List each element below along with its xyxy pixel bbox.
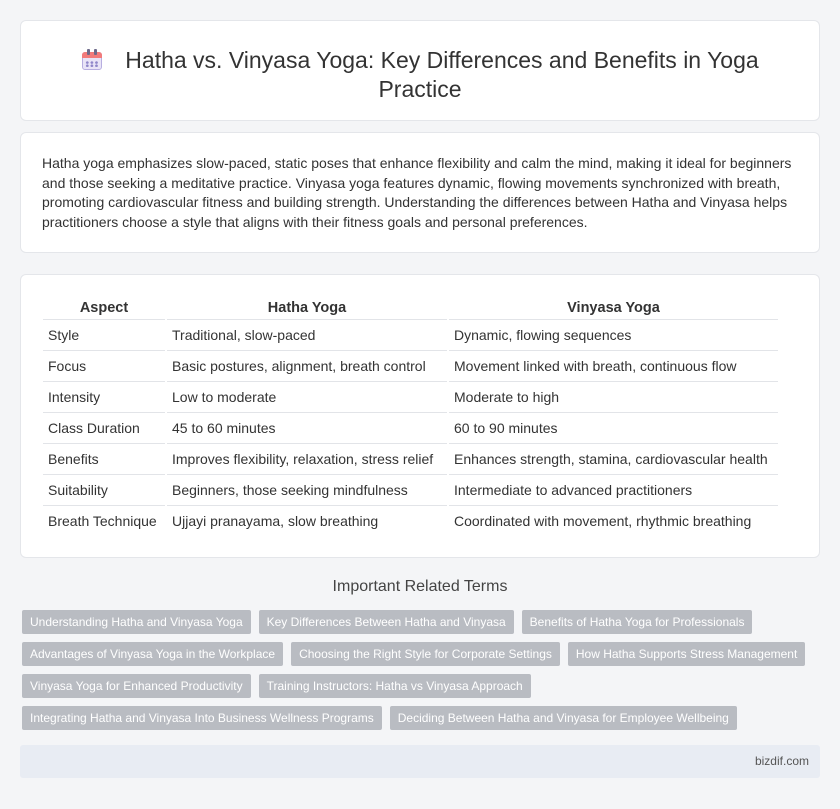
cell-hatha: Beginners, those seeking mindfulness bbox=[166, 474, 448, 505]
page-title bbox=[61, 46, 779, 104]
cell-hatha: 45 to 60 minutes bbox=[166, 412, 448, 443]
header-hatha: Hatha Yoga bbox=[166, 297, 448, 319]
cell-aspect: Breath Technique bbox=[43, 505, 166, 536]
related-tag[interactable]: Understanding Hatha and Vinyasa Yoga bbox=[22, 610, 251, 634]
footer bbox=[20, 745, 820, 778]
tag-row bbox=[22, 610, 822, 634]
related-tag[interactable]: Key Differences Between Hatha and Vinyasa bbox=[259, 610, 514, 634]
cell-aspect: Intensity bbox=[43, 381, 166, 412]
cell-hatha: Improves flexibility, relaxation, stress relief bbox=[166, 443, 448, 474]
title-wrap bbox=[61, 46, 779, 104]
cell-vinyasa: Movement linked with breath, continuous flow bbox=[448, 350, 778, 381]
tag-row bbox=[22, 674, 822, 698]
cell-hatha: Ujjayi pranayama, slow breathing bbox=[166, 505, 448, 536]
calendar-icon bbox=[81, 49, 103, 71]
cell-vinyasa: 60 to 90 minutes bbox=[448, 412, 778, 443]
table-row bbox=[43, 505, 778, 536]
tag-row bbox=[22, 706, 822, 730]
cell-hatha: Basic postures, alignment, breath control bbox=[166, 350, 448, 381]
cell-aspect: Benefits bbox=[43, 443, 166, 474]
table-row bbox=[43, 381, 778, 412]
comparison-card bbox=[20, 274, 820, 558]
table-row bbox=[43, 319, 778, 350]
related-tag[interactable]: Advantages of Vinyasa Yoga in the Workplace bbox=[22, 642, 283, 666]
table-header-row bbox=[43, 297, 778, 319]
related-tag[interactable]: How Hatha Supports Stress Management bbox=[568, 642, 805, 666]
related-tag[interactable]: Choosing the Right Style for Corporate Settings bbox=[291, 642, 560, 666]
cell-vinyasa: Intermediate to advanced practitioners bbox=[448, 474, 778, 505]
cell-vinyasa: Dynamic, flowing sequences bbox=[448, 319, 778, 350]
tag-row bbox=[22, 642, 822, 666]
header-vinyasa: Vinyasa Yoga bbox=[448, 297, 778, 319]
table-row bbox=[43, 350, 778, 381]
related-tag[interactable]: Training Instructors: Hatha vs Vinyasa Approach bbox=[259, 674, 531, 698]
cell-vinyasa: Moderate to high bbox=[448, 381, 778, 412]
cell-hatha: Low to moderate bbox=[166, 381, 448, 412]
cell-vinyasa: Enhances strength, stamina, cardiovascular health bbox=[448, 443, 778, 474]
header-card bbox=[20, 20, 820, 121]
table-row bbox=[43, 412, 778, 443]
related-tag[interactable]: Vinyasa Yoga for Enhanced Productivity bbox=[22, 674, 251, 698]
intro-card bbox=[20, 132, 820, 253]
related-tag[interactable]: Deciding Between Hatha and Vinyasa for Employee Wellbeing bbox=[390, 706, 737, 730]
related-terms-list bbox=[22, 610, 822, 738]
cell-aspect: Suitability bbox=[43, 474, 166, 505]
table-row bbox=[43, 443, 778, 474]
header-aspect: Aspect bbox=[79, 299, 129, 316]
cell-aspect: Focus bbox=[43, 350, 166, 381]
page-title-text: Hatha vs. Vinyasa Yoga: Key Differences and Benefits in Yoga Practice bbox=[125, 47, 759, 102]
intro-paragraph: Hatha yoga emphasizes slow-paced, static poses that enhance flexibility and calm the mind, making it ideal for beginners and those seeking a meditative practice. Vinyasa yoga features dynamic, flowing movements synchronized with breath, promoting cardiovascular fitness and building strength. Understanding the differences between Hatha and Vinyasa helps practitioners choose a style that aligns with their fitness goals and personal preferences. bbox=[42, 155, 792, 230]
footer-site-link[interactable]: bizdif.com bbox=[754, 754, 809, 768]
related-terms-title: Important Related Terms bbox=[332, 578, 508, 595]
cell-aspect: Class Duration bbox=[43, 412, 166, 443]
cell-vinyasa: Coordinated with movement, rhythmic breathing bbox=[448, 505, 778, 536]
table-row bbox=[43, 474, 778, 505]
related-tag[interactable]: Integrating Hatha and Vinyasa Into Business Wellness Programs bbox=[22, 706, 382, 730]
cell-hatha: Traditional, slow-paced bbox=[166, 319, 448, 350]
cell-aspect: Style bbox=[43, 319, 166, 350]
related-tag[interactable]: Benefits of Hatha Yoga for Professionals bbox=[522, 610, 753, 634]
comparison-table bbox=[43, 297, 778, 536]
